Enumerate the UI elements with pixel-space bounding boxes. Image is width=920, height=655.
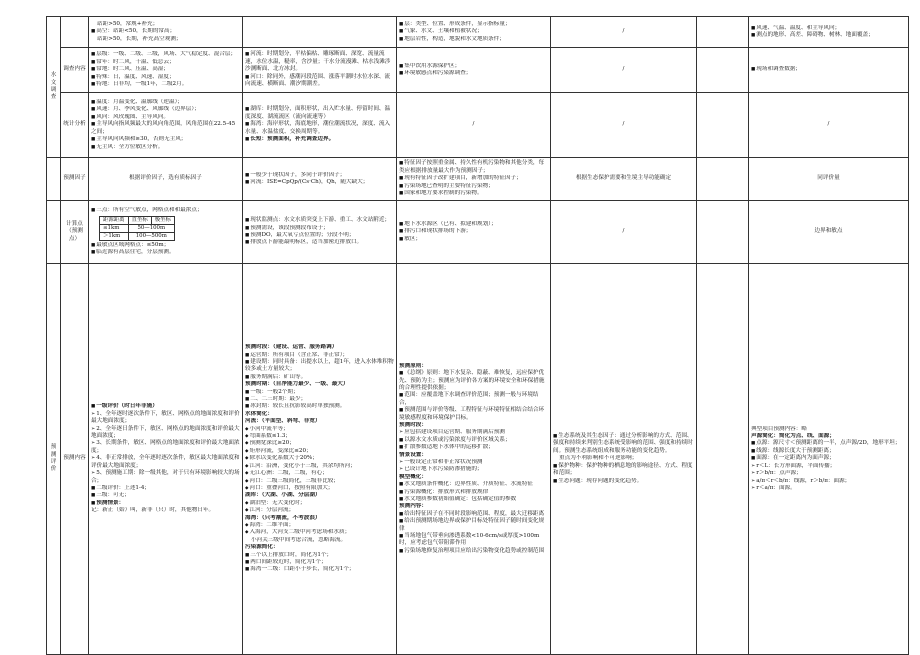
group-label-predict: 预测评价 <box>47 264 61 655</box>
row-survey <box>47 48 909 93</box>
hydro-top-water <box>243 17 397 48</box>
row-predict <box>47 264 909 655</box>
factors-eco: 根据生态保护需要和生境主导功能确定 <box>551 158 697 201</box>
factors-noise: 同评价量 <box>749 158 909 201</box>
predict-noise: 典型项目预测内容：略 声源简化：简化为点、线、面源； ■ 点源：源尺寸＜预测距离的一半，点声源/2D，地形平坦； ■ 线源：线源长度大于预测距离； ■ 面源：在一定距离内为面声源； ➢ r＜L：长方形面源，平面传播； ➢ r＞b/π：点声源； ➢ a/π＜r＜b/π：线源，r＞b/π：面源； ➢ r＜a/π：面源。 <box>749 264 909 655</box>
grid-spacing-table <box>99 216 175 241</box>
hydro-top-noise: ■ 风速、气温、温度、和主导风向； ■ 测点的地形、高差、障碍物、树林、地面覆盖； <box>749 17 909 48</box>
grid-cell: ≤1km <box>100 224 129 232</box>
predict-eco: ■ 生态系统及其生态因子：通过分析影响的方式、范围、强度和持续来判别生态系统受影响的范围、强度和持续时间。预测生态系统组成和服务功能的变化趋势。 重点为不利影响和不可逆影响； ■ 保护物种：保护物种的栖息地的影响途径、方式、程度和范围； ■ 生态问题：现存问题的变化趋势。 <box>551 264 697 655</box>
environment-assessment-table <box>46 16 909 655</box>
hydro-top-ground: ■ 层：类型、位置、形成条件，显示指标量； ■ 气象、水文、土壤和植被状况； ■ 地层岩性，构造，地貌和水文地质条件； <box>397 17 551 48</box>
row-stats <box>47 93 909 158</box>
predict-ground: 预测原则： ■ 《总纲》原则：地下水复杂、隐蔽、难恢复，远应保护优先、预防为主；预测应为评价各方案的环境安全和环保措施的合理性提供依据； ■ 范围：应覆盖地下水调查评价范围；预测一般与环境结合， ■ 预测范围与评价等级、工程特征与环境特征相结合结合环境敏感程度和环境保护目标。 预测时段： ➢ 应包括建设项目运营期、服务期满后预测 ■ 以源水文水质或污染浓度与评价区域关系； ■ 扩散参数适地下水体中的运移扩散； 情景设置： ➢ 一般设定正常和非正常状况预测 ➢ 已设计地下水污染防渗措施的； 模型概化： ■ 水文地质条件概化：边界性质、介质特征、水流特征 ■ 污染源概化：排放形式和排放规律 ■ 水文地质参数初始值确定：包括确定值的参数 预测内容： ■ 给出特征因子在不同时段影响范围、程度，最大迁移距离 ■ 给出预测期场地边界或保护目标处特征因子随时间变化规律 ■ 当场地包气带垂向渗透系数<10-6cm/s或厚度>100m时，应考虑包气带阻滞作用 ■ 污染场地修复治理项目应给出污染物变化趋势或控制范围 <box>397 264 551 655</box>
grid-cell: 100—500m <box>128 232 174 240</box>
row-label-survey: 调查内容 <box>61 48 89 93</box>
row-label-blank <box>61 17 89 48</box>
calc-noise: 边界和敏点 <box>749 201 909 264</box>
hydro-top-air: 站距>50，常规+补充； ■ 高空：站距<50，长期的常高； 站距>50，长期，补充高空观测； <box>89 17 243 48</box>
calc-blank <box>697 201 749 264</box>
grid-header: 距源距离 <box>100 216 129 224</box>
stats-noise: / <box>749 93 909 158</box>
calc-water: ■ 现状监测点：水文水质突变上下游、重工、水文站附近； ■ 预测需设，该段预测段布设于； ■ 预测DO，最大氧亏点位置的；分段不明； ■ 排放点下游能最明标区，适当加密近排放口。 <box>243 201 397 264</box>
calc-air: ■ 三点：所有空气敏点，网格点和和最浓点； 距源距离 直坐标 极坐标 ≤1km 50—100m ＞1km 100—500m ■ 最敏点区域网格点：≤50m； ■ 临近源有高层住宅，分层预测。 <box>89 201 243 264</box>
hydro-top-eco: / <box>551 17 697 48</box>
stats-ground: / <box>397 93 551 158</box>
survey-water: ■ 河流：时期划分，平枯偏枯、雕琢断面、深宽、流量流速，水位水温，糙率，含沙量；干水分流漫滩、枯水浅滩涉沙测断面、北方冰封。 ■ 河口：除同外，感潮河段范围、涨落平潮时水位水深、流向流速、横断面、潮汐期潮差。 <box>243 48 397 93</box>
factors-ground: ■ 特征因子按照重金属、持久性有机污染物和其他分类，每类应根据排放量最大作为预测因子； ■ 现有特征因子改扩建项目，新增加的特征因子； ■ 污染场地已查明的主要特征污染物； ■ 国家和地方要求控制的污染物。 <box>397 158 551 201</box>
row-hydro-top <box>47 17 909 48</box>
factors-air: 根据评价因子，选有质标因子 <box>89 158 243 201</box>
row-factors <box>47 158 909 201</box>
factors-water: ■ 一般少于现状因子，多同于评价因子； ■ 河流：ISE=CpQp/(Cs·Ch)，Qh，随大缺大； <box>243 158 397 201</box>
grid-header: 直坐标 <box>128 216 151 224</box>
grid-cell: 50—100m <box>128 224 174 232</box>
hydro-top-blank <box>697 17 749 48</box>
stats-blank <box>697 93 749 158</box>
factors-blank <box>697 158 749 201</box>
survey-eco: / <box>551 48 697 93</box>
row-group-blank-2 <box>47 201 61 264</box>
survey-noise: ■ 现场和调查数据； <box>749 48 909 93</box>
predict-blank <box>697 264 749 655</box>
predict-water: 预测时段：（建设、运营、服务路调） ■ 运营期：所有项目（含正常、非正常）； ■ 建设期：同时具备：出提水以上，超1年，进入水体堆积物较多或土方量较大； ■ 服务期满后：矿山等。 预测时期：（自净能力最少、一级、最大） ■ 一级：一般2个期； ■ 二、二三时期：最少； ■ 冰封期：较长且抗影较高时单独预测。 水体简化： 河流：（平面型、斜弯、非宽） ◆ 小河中流平等； ◆ 弯曲系数≤1.3； ◆ 预测宽深比≥20； ◆ 矩形河流，变深比≤20； ◆ 除水以变化系数大于20%； ◆ 江河：沿洲，变化小于三级，其余均所河； ◆ 无江心洲：二级，二级，有心； ◆ 河口：二级三级简化，三级非比较； ◆ 河口：重叠河口，按照有限加大； 湖库：（大湖、小湖、分层湖） ◆ 湖泊型：无大变化时； ◆ 江河：分层河流； 海湾：（只考潮流，不考波浪） ◆ 海湾：二维平面； ◆ 入海河，大河支二级中河考虑场和水质； 小河关三级中间考虑合流，忽略海流。 污染源简化： ■ 三个以上排放口时，简化为1个； ■ 两口间距较近时，简化为1个； ■ 海湾一二级：口距小于步长，简化为1个； <box>243 264 397 655</box>
row-label-predict: 预测内容 <box>61 264 89 655</box>
stats-eco: / <box>551 93 697 158</box>
calc-eco: / <box>551 201 697 264</box>
row-label-calc: 计算点（预测点） <box>61 201 89 264</box>
row-calc <box>47 201 909 264</box>
group-label-hydro: 水文调查 <box>47 17 61 158</box>
calc-ground: ■ 地下水水源区（已有、拟建和规划）； ■ 排污口和现状排场的下游； ■ 敏区； <box>397 201 551 264</box>
survey-blank <box>697 48 749 93</box>
stats-air: ■ 温度：月温变化、温廓线（逆温）； ■ 风速：月、季风变化、风廓线（边界层）； ■ 风向：风玫瑰图、主导风向。 ■ 主导风向指风频最大的风向角范围，风角范围在22.5-45之间； ■ 主导风向风频和≥30，否则无主风； ■ 无主风：全方位敏区分析。 <box>89 93 243 158</box>
page <box>46 16 908 644</box>
predict-air: ■ 一级评价（时日年非施） ➢ 1、全年逐时逐次条件下，敏区、网格点的地面浓度和评价最大地面浓度； ➢ 2、全年逐日条件下，敏区、网格点的地面浓度和评价最大地面浓度； ➢ 3、长期条件，敏区、网格点的地面浓度和评价最大地面浓度； ➢ 4、非正常排放，全年逐时逐次条件，敏区最大地面浓度和评价最大地面浓度； ➢ 5、预测施工期：除一级其他，对于只有环境影响较大的场合； ■ 二级评价：上述1-4； ■ 三级：可无； ■ 预测情景： 记：新正（始）叫，新非（只）时，其他物日年。 <box>89 264 243 655</box>
row-group-blank <box>47 158 61 201</box>
stats-water: ■ 湖库：时期划分，面积形状，出入贮水量、停留时间、温度深度、湖流流区（流向流速等） ■ 海湾：海岸形状，海底地形，潮位潮流状况，深度、流入水量、水温盐度、交换周期等。 ■ 长短：预测面积，补充调查边界。 <box>243 93 397 158</box>
grid-cell: ＞1km <box>100 232 129 240</box>
grid-header: 极坐标 <box>151 216 174 224</box>
survey-air: ■ 层级：一级、二级、三级，风场、大气稳定度、混合层； ■ 常年：时二风，干温、低总云； ■ 常地：时二风、压温、高湿； ■ 特殊：日，温度、风速、湿度； ■ 特地：日非均，一级1年，二级2月。 <box>89 48 243 93</box>
row-label-factors: 预测因子 <box>61 158 89 201</box>
row-label-stats: 统计分析 <box>61 93 89 158</box>
survey-ground: ■ 集中饮用水源保护区； ■ 环境敏感点和污染源调查； <box>397 48 551 93</box>
